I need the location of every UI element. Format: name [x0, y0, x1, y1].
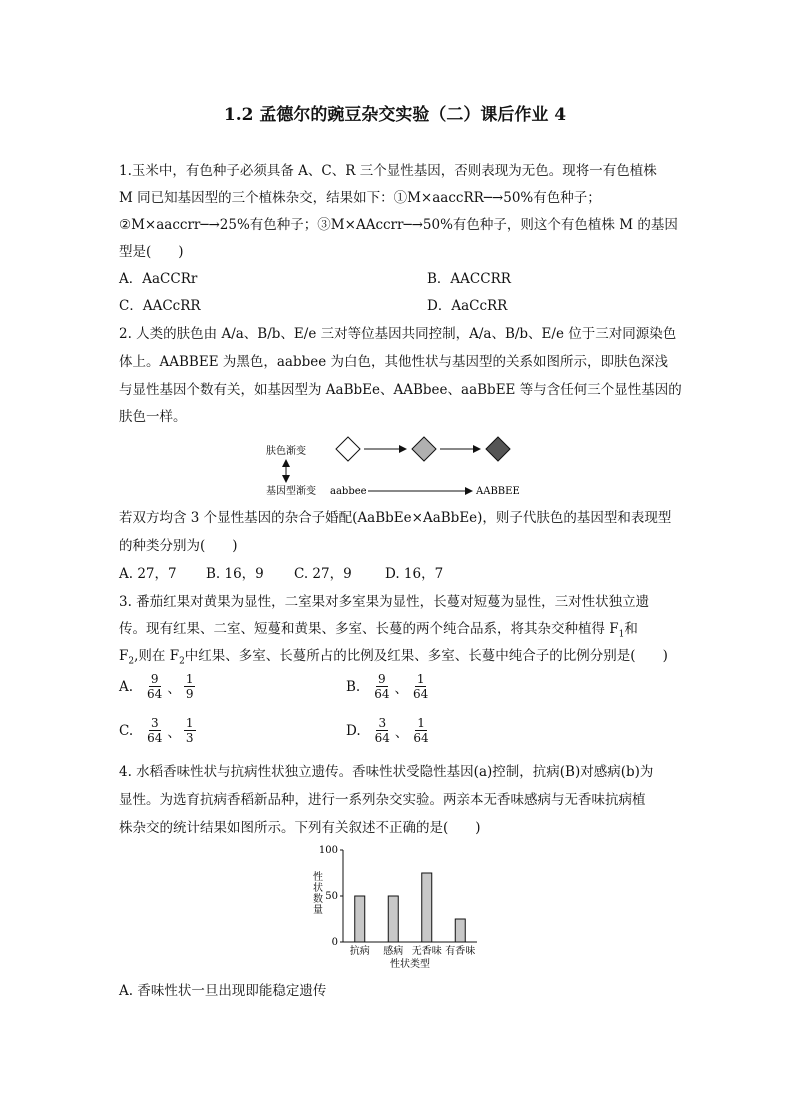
- denominator: 3: [185, 731, 194, 745]
- y-tick-label: 50: [325, 891, 338, 902]
- bar-3: [422, 873, 432, 942]
- q3-line-1: 3. 番茄红果对黄果为显性，二室果对多室果为显性，长蔓对短蔓为显性，三对性状独立遗: [119, 594, 650, 610]
- q1-line-3: ②M×aaccrr─→25%有色种子；③M×AAccrr─→50%有色种子，则这个有色植株 M 的基因: [119, 217, 678, 233]
- y-axis-label-char: 性: [313, 872, 323, 883]
- q3-option-d[interactable]: [346, 716, 433, 745]
- genotype-left: aabbee: [330, 486, 367, 497]
- denominator: 64: [413, 731, 429, 745]
- q2-line-1: 2. 人类的肤色由 A/a、B/b、E/e 三对等位基因共同控制，A/a、B/b、E/e 位于三对同源染色: [119, 326, 677, 342]
- q3-option-c[interactable]: [119, 716, 198, 745]
- q1-option-c[interactable]: C．AACcRR: [119, 298, 201, 314]
- q2-option-a[interactable]: A. 27，7: [119, 566, 177, 582]
- separator: 、: [394, 680, 408, 697]
- bar-4: [455, 919, 465, 942]
- separator: 、: [167, 680, 181, 697]
- denominator: 64: [147, 687, 163, 701]
- q3-sub-2b: 2: [179, 656, 185, 667]
- skin-color-diagram: [258, 432, 528, 502]
- denominator: 64: [147, 731, 163, 745]
- y-axis-label-char: 状: [313, 883, 323, 894]
- separator: 、: [394, 724, 409, 741]
- q2-line-2: 体上。AABBEE 为黑色，aabbee 为白色，其他性状与基因型的关系如图所示，即肤色深浅: [119, 354, 668, 370]
- q1-option-b[interactable]: B．AACCRR: [427, 271, 511, 287]
- q2-line-6: 的种类分别为( ): [119, 538, 238, 554]
- q3-sub-1: 1: [618, 629, 625, 640]
- denominator: 64: [413, 687, 429, 701]
- fraction: [184, 672, 196, 701]
- q3-option-c-label: C.: [119, 722, 134, 739]
- denominator: 64: [374, 687, 390, 701]
- numerator: 1: [185, 672, 194, 686]
- genotype-right: AABBEE: [476, 486, 520, 497]
- page-title: 1.2 孟德尔的豌豆杂交实验（二）课后作业 4: [223, 105, 567, 125]
- fraction: [373, 716, 392, 745]
- numerator: 1: [417, 716, 425, 730]
- q2-line-4: 肤色一样。: [119, 409, 187, 425]
- y-tick-label: 100: [318, 845, 338, 856]
- q3-option-a-label: A.: [119, 678, 134, 695]
- q3-line-3: [119, 647, 668, 671]
- trait-bar-chart: [305, 842, 485, 972]
- q3-line-2-text: 传。现有红果、二室、短蔓和黄果、多室、长蔓的两个纯合品系，将其杂交种植得 F: [119, 621, 619, 637]
- x-tick-label: 抗病: [349, 946, 370, 957]
- q1-line-4: 型是( ): [119, 244, 184, 260]
- numerator: 1: [185, 716, 194, 730]
- q2-option-c[interactable]: C. 27，9: [294, 566, 352, 582]
- q3-then: ,则在 F: [134, 648, 180, 664]
- q1-line-1: 1.玉米中，有色种子必须具备 A、C、R 三个显性基因，否则表现为无色。现将一有色植株: [119, 163, 657, 179]
- q3-line-3-text: 中红果、多室、长蔓所占的比例及红果、多室、长蔓中纯合子的比例分别是( ): [184, 648, 668, 664]
- denominator: 9: [185, 687, 194, 701]
- q3-option-d-label: D.: [346, 722, 361, 739]
- y-axis-label-char: 数: [313, 894, 323, 905]
- fraction: [411, 672, 430, 701]
- fraction: [372, 672, 391, 701]
- bar-1: [355, 896, 365, 942]
- q3-sub-2a: 2: [128, 656, 135, 667]
- q2-option-d[interactable]: D. 16，7: [385, 566, 444, 582]
- numerator: 9: [378, 672, 386, 686]
- q3-line-2: [119, 620, 638, 644]
- q4-line-2: 显性。为选育抗病香稻新品种，进行一系列杂交实验。两亲本无香味感病与无香味抗病植: [119, 792, 646, 808]
- q1-line-2: M 同已知基因型的三个植株杂交，结果如下：①M×aaccRR─→50%有色种子；: [119, 190, 601, 206]
- q4-line-3: 株杂交的统计结果如图所示。下列有关叙述不正确的是( ): [119, 820, 481, 836]
- x-tick-label: 无香味: [411, 946, 442, 957]
- y-tick-label: 0: [331, 937, 338, 948]
- numerator: 3: [150, 716, 159, 730]
- q2-line-5: 若双方均含 3 个显性基因的杂合子婚配(AaBbEe×AaBbEe)，则子代肤色的基因型和表现型: [119, 510, 672, 526]
- diamond-white: [336, 437, 360, 461]
- q4-option-a[interactable]: A. 香味性状一旦出现即能稳定遗传: [119, 983, 327, 999]
- skin-gradient-label: 肤色渐变: [266, 446, 306, 457]
- q1-option-a[interactable]: A．AaCCRr: [119, 271, 198, 287]
- denominator: 64: [374, 731, 390, 745]
- x-tick-label: 有香味: [445, 946, 476, 957]
- q3-option-b[interactable]: [346, 672, 432, 701]
- fraction: [145, 716, 164, 745]
- numerator: 1: [416, 672, 425, 686]
- fraction: [184, 716, 196, 745]
- q2-line-3: 与显性基因个数有关，如基因型为 AaBbEe、AABbee、aaBbEE 等与含任何三个显性基因的: [119, 382, 682, 398]
- bar-2: [388, 896, 398, 942]
- q4-line-1: 4. 水稻香味性状与抗病性状独立遗传。香味性状受隐性基因(a)控制，抗病(B)对感病(b)为: [119, 764, 654, 780]
- fraction: [411, 716, 430, 745]
- separator: 、: [167, 724, 181, 741]
- q3-option-b-label: B.: [346, 678, 361, 695]
- x-tick-label: 感病: [383, 946, 404, 957]
- fraction: [145, 672, 164, 701]
- q3-option-a[interactable]: [119, 672, 197, 701]
- numerator: 3: [378, 716, 387, 730]
- numerator: 9: [150, 672, 159, 686]
- diamond-dark: [486, 437, 510, 461]
- q3-and: 和: [624, 621, 638, 637]
- q2-option-b[interactable]: B. 16，9: [206, 566, 264, 582]
- genotype-gradient-label: 基因型渐变: [266, 486, 316, 497]
- y-axis-label-char: 量: [313, 905, 323, 916]
- x-axis-label: 性状类型: [390, 959, 430, 970]
- q3-f-label: F: [119, 648, 129, 664]
- diamond-gray: [412, 437, 436, 461]
- q1-option-d[interactable]: D．AaCcRR: [427, 298, 508, 314]
